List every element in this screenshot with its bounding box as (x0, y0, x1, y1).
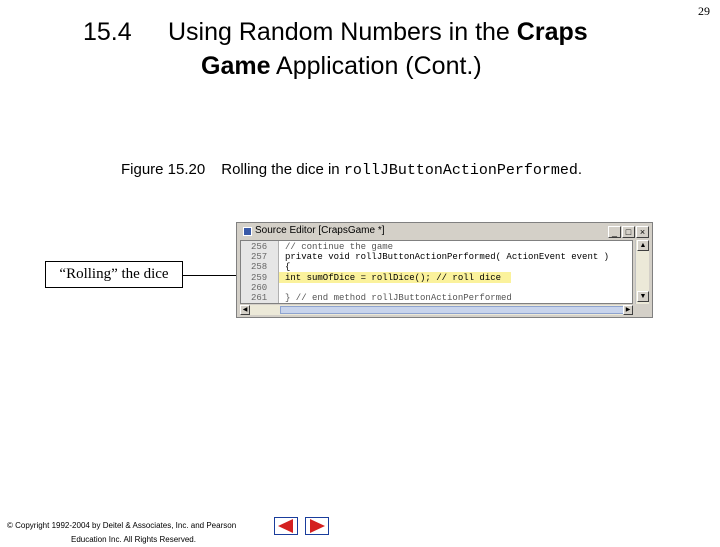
scroll-down-arrow-icon[interactable]: ▼ (637, 291, 649, 302)
title-game: Game (201, 52, 271, 80)
line-number: 261 (251, 293, 268, 303)
line-number: 259 (251, 273, 268, 283)
figure-caption (121, 161, 582, 179)
code-line[interactable]: private void rollJButtonActionPerformed( ActionEvent event ) (285, 252, 610, 262)
code-line[interactable]: { (285, 262, 291, 272)
copyright-line-2: Education Inc. All Rights Reserved. (71, 535, 196, 544)
previous-slide-arrow-icon[interactable] (274, 517, 298, 535)
line-number: 257 (251, 252, 268, 262)
slide-title-line-2 (201, 52, 482, 81)
slide-title-line-1 (168, 18, 588, 47)
copyright-line-1: © Copyright 1992-2004 by Deitel & Associates, Inc. and Pearson (7, 521, 237, 530)
code-line[interactable]: } // end method rollJButtonActionPerformed (285, 293, 512, 303)
figure-text: Rolling the dice in (221, 161, 344, 178)
maximize-button[interactable]: □ (622, 226, 635, 238)
figure-code-ref: rollJButtonActionPerformed (343, 162, 578, 179)
code-editor[interactable] (240, 240, 633, 304)
horizontal-scroll-thumb[interactable] (280, 306, 632, 314)
line-number: 256 (251, 242, 268, 252)
source-editor-icon (243, 227, 252, 236)
title-suffix: Application (Cont.) (270, 52, 482, 80)
line-number: 258 (251, 262, 268, 272)
section-number: 15.4 (83, 18, 132, 46)
figure-end: . (577, 161, 583, 178)
source-editor-window (236, 222, 653, 318)
title-craps: Craps (516, 18, 588, 46)
code-line[interactable]: // continue the game (285, 242, 394, 252)
minimize-button[interactable]: _ (608, 226, 621, 238)
line-number: 260 (251, 283, 268, 293)
page-number: 29 (698, 4, 710, 18)
scroll-right-arrow-icon[interactable]: ▶ (623, 305, 633, 315)
callout-box (45, 261, 183, 288)
close-button[interactable]: × (636, 226, 649, 238)
title-text: Using Random Numbers in the (168, 18, 517, 46)
scroll-left-arrow-icon[interactable]: ◀ (240, 305, 250, 315)
window-title: Source Editor [CrapsGame *] (255, 225, 385, 236)
next-slide-arrow-icon[interactable] (305, 517, 329, 535)
window-titlebar[interactable] (240, 225, 649, 239)
callout-label: “Rolling” the dice (59, 266, 169, 282)
vertical-scrollbar[interactable] (635, 240, 649, 304)
horizontal-scrollbar[interactable] (240, 305, 633, 315)
figure-label: Figure 15.20 (121, 161, 206, 178)
scroll-up-arrow-icon[interactable]: ▲ (637, 240, 649, 251)
code-line-highlighted[interactable]: int sumOfDice = rollDice(); // roll dice (285, 273, 502, 283)
copyright-notice (7, 519, 236, 547)
